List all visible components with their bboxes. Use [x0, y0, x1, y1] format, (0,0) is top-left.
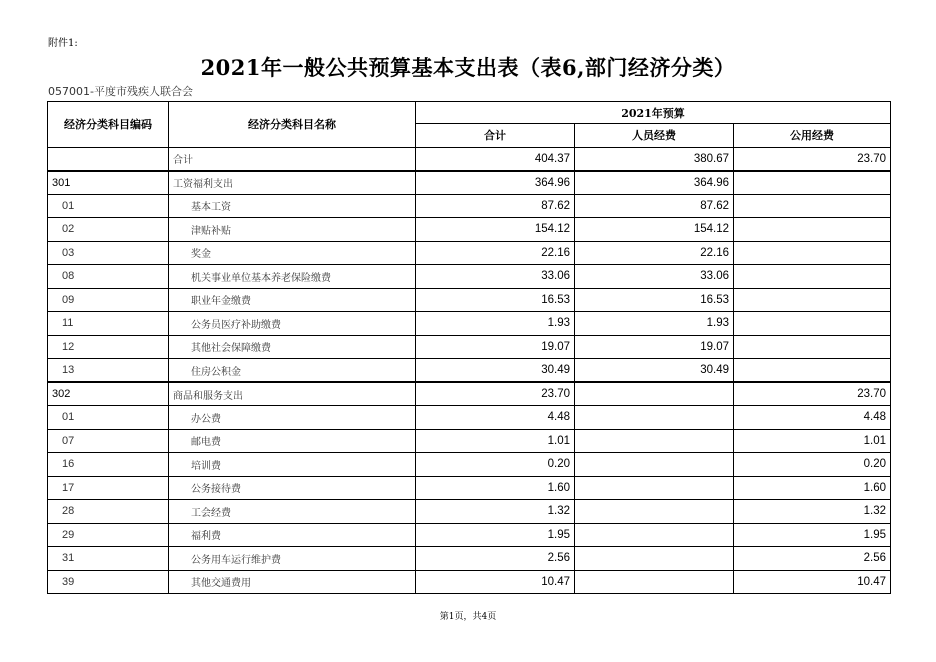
- personnel-cell: [575, 500, 734, 524]
- public-cell: [734, 241, 891, 265]
- personnel-cell: [575, 406, 734, 430]
- total-cell: 1.93: [416, 312, 575, 336]
- personnel-cell: 364.96: [575, 171, 734, 195]
- public-cell: [734, 171, 891, 195]
- total-cell: 23.70: [416, 382, 575, 406]
- table-row: [48, 476, 891, 500]
- public-cell: 1.01: [734, 429, 891, 453]
- header-personnel: 人员经费: [575, 124, 734, 148]
- name-cell: 公务员医疗补助缴费: [169, 312, 416, 336]
- table-row: [48, 241, 891, 265]
- personnel-cell: [575, 453, 734, 477]
- public-cell: 1.32: [734, 500, 891, 524]
- name-cell: 公务接待费: [169, 476, 416, 500]
- table-row: [48, 218, 891, 242]
- public-cell: 23.70: [734, 147, 891, 171]
- code-cell: 11: [48, 312, 169, 336]
- header-total: 合计: [416, 124, 575, 148]
- total-cell: 0.20: [416, 453, 575, 477]
- total-cell: 10.47: [416, 570, 575, 594]
- total-cell: 19.07: [416, 335, 575, 359]
- code-cell: 01: [48, 406, 169, 430]
- total-cell: 33.06: [416, 265, 575, 289]
- personnel-cell: [575, 570, 734, 594]
- name-cell: 奖金: [169, 241, 416, 265]
- name-cell: 工资福利支出: [169, 171, 416, 195]
- code-cell: 31: [48, 547, 169, 571]
- table-row: [48, 288, 891, 312]
- personnel-cell: 16.53: [575, 288, 734, 312]
- table-row: [48, 171, 891, 195]
- code-cell: 08: [48, 265, 169, 289]
- public-cell: [734, 288, 891, 312]
- table-body: [48, 147, 891, 594]
- public-cell: [734, 312, 891, 336]
- name-cell: 职业年金缴费: [169, 288, 416, 312]
- public-cell: 4.48: [734, 406, 891, 430]
- personnel-cell: 33.06: [575, 265, 734, 289]
- personnel-cell: 30.49: [575, 359, 734, 383]
- code-cell: 29: [48, 523, 169, 547]
- personnel-cell: 19.07: [575, 335, 734, 359]
- public-cell: 1.95: [734, 523, 891, 547]
- header-budget-group: 2021年预算: [416, 102, 891, 124]
- personnel-cell: 22.16: [575, 241, 734, 265]
- total-cell: 22.16: [416, 241, 575, 265]
- code-cell: 03: [48, 241, 169, 265]
- table-row: [48, 265, 891, 289]
- total-cell: 404.37: [416, 147, 575, 171]
- public-cell: 0.20: [734, 453, 891, 477]
- public-cell: 23.70: [734, 382, 891, 406]
- header-code: 经济分类科目编码: [48, 102, 169, 148]
- total-cell: 1.32: [416, 500, 575, 524]
- name-cell: 津贴补贴: [169, 218, 416, 242]
- code-cell: 13: [48, 359, 169, 383]
- code-cell: 12: [48, 335, 169, 359]
- total-cell: 2.56: [416, 547, 575, 571]
- total-cell: 1.01: [416, 429, 575, 453]
- name-cell: 住房公积金: [169, 359, 416, 383]
- table-row: [48, 547, 891, 571]
- name-cell: 公务用车运行维护费: [169, 547, 416, 571]
- name-cell: 培训费: [169, 453, 416, 477]
- total-cell: 364.96: [416, 171, 575, 195]
- table-row: [48, 382, 891, 406]
- table-row: [48, 359, 891, 383]
- code-cell: 02: [48, 218, 169, 242]
- table-row: [48, 312, 891, 336]
- total-cell: 1.95: [416, 523, 575, 547]
- name-cell: 机关事业单位基本养老保险缴费: [169, 265, 416, 289]
- header-name: 经济分类科目名称: [169, 102, 416, 148]
- unit-line: 057001-平度市残疾人联合会: [48, 85, 193, 98]
- personnel-cell: [575, 382, 734, 406]
- name-cell: 商品和服务支出: [169, 382, 416, 406]
- table-row: [48, 429, 891, 453]
- table-row: [48, 570, 891, 594]
- personnel-cell: 380.67: [575, 147, 734, 171]
- code-cell: 39: [48, 570, 169, 594]
- public-cell: [734, 218, 891, 242]
- code-cell: 302: [48, 382, 169, 406]
- name-cell: 邮电费: [169, 429, 416, 453]
- personnel-cell: [575, 523, 734, 547]
- public-cell: 10.47: [734, 570, 891, 594]
- table-row: [48, 335, 891, 359]
- personnel-cell: [575, 429, 734, 453]
- table-row: [48, 500, 891, 524]
- name-cell: 基本工资: [169, 194, 416, 218]
- personnel-cell: [575, 547, 734, 571]
- public-cell: 1.60: [734, 476, 891, 500]
- total-cell: 4.48: [416, 406, 575, 430]
- table-row: [48, 406, 891, 430]
- public-cell: [734, 359, 891, 383]
- page-footer: 第1页，共4页: [439, 612, 497, 622]
- total-cell: 30.49: [416, 359, 575, 383]
- name-cell: 其他社会保障缴费: [169, 335, 416, 359]
- public-cell: [734, 194, 891, 218]
- table-row: [48, 194, 891, 218]
- name-cell: 工会经费: [169, 500, 416, 524]
- total-cell: 154.12: [416, 218, 575, 242]
- table-row: [48, 147, 891, 171]
- public-cell: [734, 265, 891, 289]
- personnel-cell: 87.62: [575, 194, 734, 218]
- code-cell: 16: [48, 453, 169, 477]
- code-cell: 17: [48, 476, 169, 500]
- total-cell: 1.60: [416, 476, 575, 500]
- page-title: 2021年一般公共预算基本支出表（表6,部门经济分类）: [200, 55, 736, 80]
- header-public: 公用经费: [734, 124, 891, 148]
- code-cell: 07: [48, 429, 169, 453]
- public-cell: [734, 335, 891, 359]
- code-cell: [48, 147, 169, 171]
- code-cell: 301: [48, 171, 169, 195]
- total-cell: 16.53: [416, 288, 575, 312]
- code-cell: 09: [48, 288, 169, 312]
- code-cell: 01: [48, 194, 169, 218]
- name-cell: 办公费: [169, 406, 416, 430]
- name-cell: 合计: [169, 147, 416, 171]
- table-row: [48, 523, 891, 547]
- total-cell: 87.62: [416, 194, 575, 218]
- budget-table: [47, 101, 891, 594]
- personnel-cell: 1.93: [575, 312, 734, 336]
- personnel-cell: 154.12: [575, 218, 734, 242]
- name-cell: 福利费: [169, 523, 416, 547]
- personnel-cell: [575, 476, 734, 500]
- table-row: [48, 453, 891, 477]
- code-cell: 28: [48, 500, 169, 524]
- name-cell: 其他交通费用: [169, 570, 416, 594]
- attachment-label: 附件1:: [48, 38, 78, 49]
- public-cell: 2.56: [734, 547, 891, 571]
